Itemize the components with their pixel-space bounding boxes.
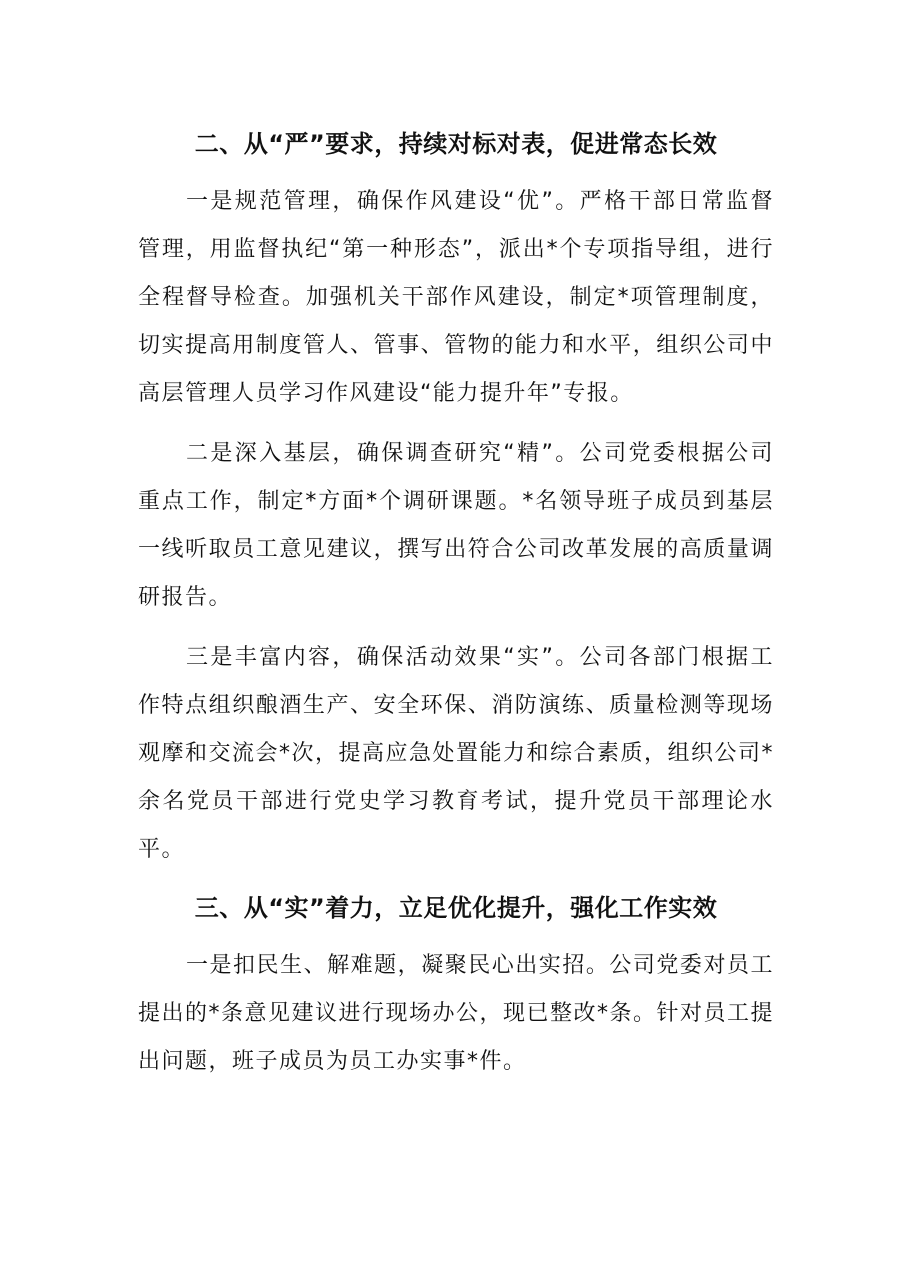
section-heading-2: 二、从“严”要求，持续对标对表，促进常态长效 <box>194 130 718 158</box>
section-heading-3: 三、从“实”着力，立足优化提升，强化工作实效 <box>194 894 718 922</box>
paragraph-standardized-management: 一是规范管理，确保作风建设“优”。严格干部日常监督管理，用监督执纪“第一种形态”，派出*个专项指导组，进行全程督导检查。加强机关干部作风建设，制定*项管理制度，切实提高用制度管人、管事、管物的能力和水平，组织公司中高层管理人员学习作风建设“能力提升年”专报。 <box>138 189 774 406</box>
document-body <box>138 122 774 1086</box>
paragraph-enriched-activities: 三是丰富内容，确保活动效果“实”。公司各部门根据工作特点组织酿酒生产、安全环保、消防演练、质量检测等现场观摩和交流会*次，提高应急处置能力和综合素质，组织公司*余名党员干部进行党史学习教育考试，提升党员干部理论水平。 <box>138 645 775 862</box>
paragraph-livelihood-problems: 一是扣民生、解难题，凝聚民心出实招。公司党委对员工提出的*条意见建议进行现场办公，现已整改*条。针对员工提出问题，班子成员为员工办实事*件。 <box>138 953 775 1074</box>
paragraph-grassroots-research: 二是深入基层，确保调查研究“精”。公司党委根据公司重点工作，制定*方面*个调研课题。*名领导班子成员到基层一线听取员工意见建议，撰写出符合公司改革发展的高质量调研报告。 <box>138 441 774 610</box>
